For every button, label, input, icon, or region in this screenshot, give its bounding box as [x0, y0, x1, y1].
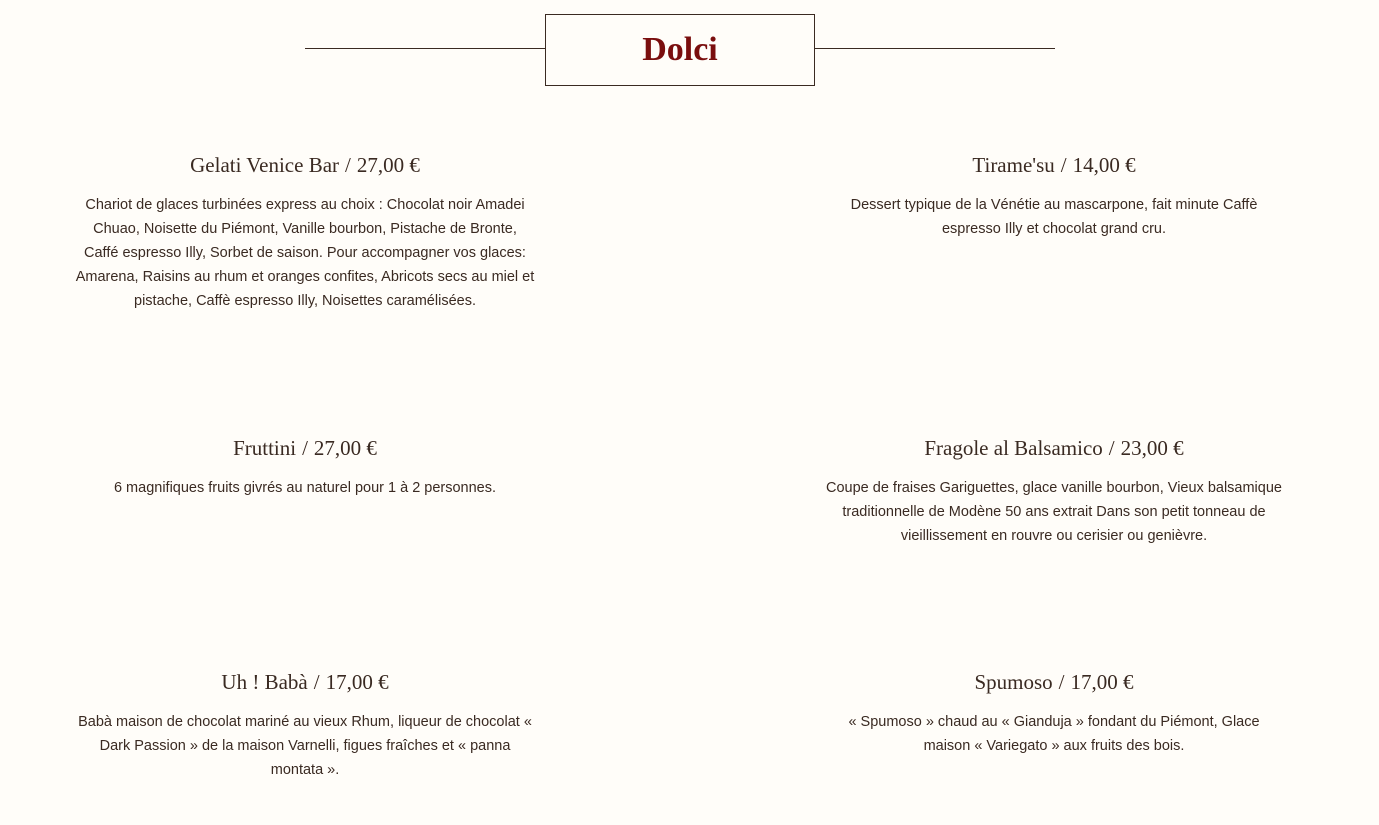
item-name: Tirame'su	[972, 153, 1055, 177]
item-price: 23,00 €	[1120, 436, 1184, 460]
menu-item-heading	[75, 436, 535, 461]
item-separator: /	[1058, 670, 1065, 694]
menu-item-heading	[75, 670, 535, 695]
section-title: Dolci	[642, 31, 718, 68]
menu-item-spumoso	[824, 670, 1284, 758]
item-name: Uh ! Babà	[221, 670, 308, 694]
menu-item-tiramesu	[824, 153, 1284, 241]
header-rule-left	[305, 48, 545, 49]
section-title-box	[545, 14, 815, 86]
item-price: 17,00 €	[1070, 670, 1134, 694]
section-header	[305, 14, 1055, 86]
menu-item-gelati	[75, 153, 535, 313]
item-name: Gelati Venice Bar	[190, 153, 340, 177]
item-description: Dessert typique de la Vénétie au mascarpone, fait minute Caffè espresso Illy et chocolat grand cru.	[850, 197, 1258, 237]
item-price: 17,00 €	[325, 670, 389, 694]
menu-item-heading	[824, 153, 1284, 178]
item-separator: /	[1060, 153, 1067, 177]
item-description: Coupe de fraises Gariguettes, glace vanille bourbon, Vieux balsamique traditionnelle de Modène 50 ans extrait Dans son petit tonneau de vieillissement en rouvre ou cerisier ou genièvre.	[826, 480, 1282, 544]
menu-item-fruttini	[75, 436, 535, 500]
item-name: Fruttini	[233, 436, 297, 460]
item-separator: /	[313, 670, 320, 694]
item-description: 6 magnifiques fruits givrés au naturel pour 1 à 2 personnes.	[113, 480, 497, 496]
item-price: 27,00 €	[356, 153, 420, 177]
item-description: Babà maison de chocolat mariné au vieux Rhum, liqueur de chocolat « Dark Passion » de la maison Varnelli, figues fraîches et « panna montata ».	[78, 714, 532, 778]
menu-item-fragole	[824, 436, 1284, 548]
item-separator: /	[302, 436, 308, 460]
header-rule-right	[815, 48, 1055, 49]
item-description: « Spumoso » chaud au « Gianduja » fondant du Piémont, Glace maison « Variegato » aux fruits des bois.	[848, 714, 1260, 754]
item-name: Fragole al Balsamico	[924, 436, 1103, 460]
menu-item-heading	[75, 153, 535, 178]
item-price: 27,00 €	[313, 436, 377, 460]
menu-item-heading	[824, 670, 1284, 695]
item-separator: /	[345, 153, 351, 177]
item-separator: /	[1108, 436, 1115, 460]
item-name: Spumoso	[974, 670, 1053, 694]
item-price: 14,00 €	[1072, 153, 1136, 177]
menu-item-heading	[824, 436, 1284, 461]
item-description: Chariot de glaces turbinées express au choix : Chocolat noir Amadei Chuao, Noisette du Piémont, Vanille bourbon, Pistache de Bronte, Caffé espresso Illy, Sorbet de saison. Pour accompagner vos glaces: Amarena, Raisins au rhum et oranges confites, Abricots secs au miel et pistache, Caffè espresso Illy, Noisettes caramélisées.	[75, 197, 535, 309]
menu-item-baba	[75, 670, 535, 782]
